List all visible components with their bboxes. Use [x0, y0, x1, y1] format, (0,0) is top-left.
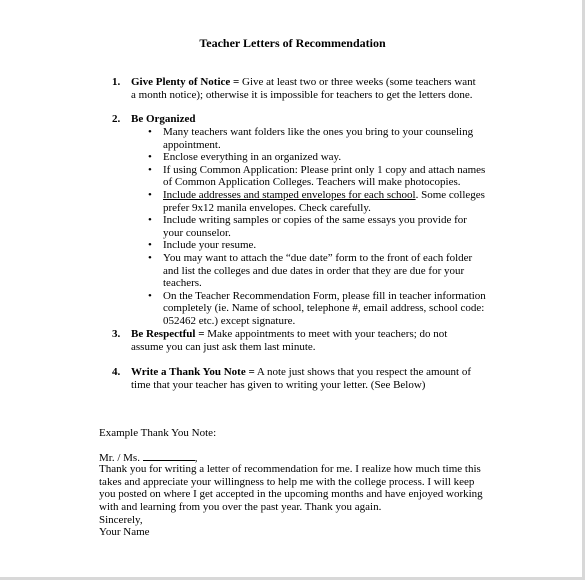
salutation-comma: , [194, 452, 198, 464]
bullet-icon: • [148, 251, 152, 264]
section-heading: Be Respectful = [131, 328, 205, 340]
section-heading: Write a Thank You Note = [131, 366, 255, 378]
bullet-icon: • [148, 126, 152, 138]
list-item [148, 252, 488, 290]
bullet-text: Include writing samples or copies of the same essays you provide for your counselor. [163, 214, 467, 239]
bullet-icon: • [148, 163, 152, 176]
section-thank-you-note [112, 366, 482, 391]
bullet-icon: • [148, 188, 152, 201]
letter-body: Thank you for writing a letter of recommendation for me. I realize how much time this takes and appreciate your willingness to help me with the college process. I will keep you posted on where I get accepted in the upcoming months and have enjoyed working with and learning from you over the past year. Thank you again. [99, 463, 483, 513]
section-number: 4. [112, 366, 121, 378]
document-title: Teacher Letters of Recommendation [199, 36, 386, 50]
letter-signature: Your Name [99, 526, 150, 538]
bullet-text: You may want to attach the “due date” form to the front of each folder and list the colleges and due dates in order that they are due for your teachers. [163, 251, 473, 290]
bullet-icon: • [148, 289, 152, 302]
name-blank-line [143, 451, 195, 461]
list-item [148, 290, 488, 328]
bullet-icon: • [148, 239, 152, 252]
section-text: A note just shows that you respect the amount of time that your teacher has given to writing your letter. (See Below) [131, 366, 472, 391]
bullet-icon: • [148, 151, 152, 164]
letter-closing: Sincerely, [99, 514, 143, 526]
section-be-organized [112, 113, 482, 126]
list-item [148, 126, 488, 151]
example-letter-intro: Example Thank You Note: [99, 427, 217, 439]
bullet-text: Enclose everything in an organized way. [163, 151, 342, 164]
organized-bullet-list [148, 126, 488, 328]
section-be-respectful [112, 328, 482, 353]
bullet-icon: • [148, 214, 152, 227]
bullet-text-underlined: Include addresses and stamped envelopes for each school [163, 188, 416, 201]
bullet-text: . Some colleges prefer 9x12 manila envelopes. Check carefully. [163, 188, 485, 214]
section-number: 1. [112, 76, 121, 88]
bullet-text: If using Common Application: Please print only 1 copy and attach names of Common Application Colleges. Teachers will make photocopies. [163, 163, 486, 189]
list-item [148, 189, 488, 214]
section-number: 2. [112, 113, 121, 125]
list-item [148, 239, 488, 252]
section-text: Make appointments to meet with your teachers; do not assume you can just ask them last minute. [131, 328, 448, 353]
section-heading: Give Plenty of Notice = [131, 76, 240, 88]
bullet-text: Include your resume. [163, 239, 257, 252]
bullet-text: Many teachers want folders like the ones you bring to your counseling appointment. [163, 126, 474, 151]
section-number: 3. [112, 328, 121, 340]
section-give-notice [112, 76, 482, 101]
section-text: Give at least two or three weeks (some teachers want a month notice); otherwise it is impossible for teachers to get the letters done. [131, 76, 476, 101]
bullet-text: On the Teacher Recommendation Form, please fill in teacher information completely (ie. Name of school, telephone #, email address, school code: 052462 etc.) except signature. [163, 289, 486, 327]
list-item [148, 151, 488, 164]
list-item [148, 164, 488, 189]
salutation-text: Mr. / Ms. [99, 452, 140, 464]
section-heading: Be Organized [131, 113, 196, 125]
list-item [148, 214, 488, 239]
